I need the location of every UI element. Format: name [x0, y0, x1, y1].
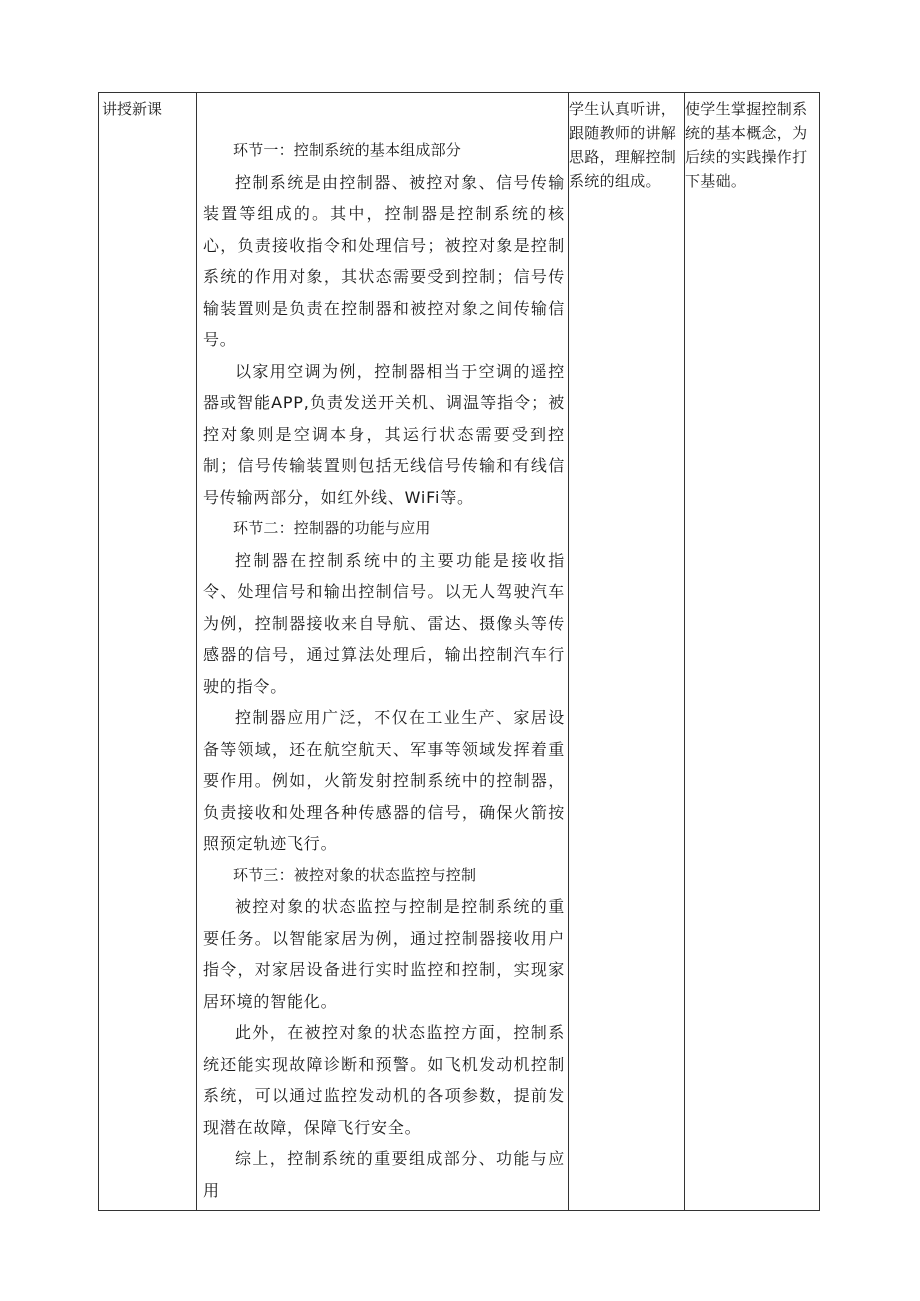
content-paragraph: 控制器应用广泛，不仅在工业生产、家居设备等领域，还在航空航天、军事等领域发挥着重要作用。例如，火箭发射控制系统中的控制器，负责接收和处理各种传感器的信号，确保火箭按照预定轨迹飞行。	[203, 708, 565, 853]
column-divider	[684, 93, 685, 1210]
segment-2-heading: 环节二：控制器的功能与应用	[233, 519, 431, 537]
section-label: 讲授新课	[102, 100, 163, 118]
student-activity-cell	[569, 93, 685, 193]
section-label-cell	[99, 93, 196, 119]
content-paragraph: 被控对象的状态监控与控制是控制系统的重要任务。以智能家居为例，通过控制器接收用户指令，对家居设备进行实时监控和控制，实现家居环境的智能化。	[203, 897, 565, 1011]
segment-3-heading: 环节三：被控对象的状态监控与控制	[233, 865, 477, 884]
content-paragraph: 以家用空调为例，控制器相当于空调的遥控器或智能APP,负责发送开关机、调温等指令；被控对象则是空调本身，其运行状态需要受到控制；信号传输装置则包括无线信号传输和有线信号传输两部分，如红外线、WiFi等。	[203, 361, 565, 507]
design-intent-cell	[685, 93, 821, 193]
content-paragraph: 控制系统是由控制器、被控对象、信号传输装置等组成的。其中，控制器是控制系统的核心，负责接收指令和处理信号；被控对象是控制系统的作用对象，其状态需要受到控制；信号传输装置则是负责在控制器和被控对象之间传输信号。	[203, 172, 565, 349]
content-paragraph: 此外，在被控对象的状态监控方面，控制系统还能实现故障诊断和预警。如飞机发动机控制系统，可以通过监控发动机的各项参数，提前发现潜在故障，保障飞行安全。	[203, 1023, 565, 1137]
teaching-content-cell	[197, 93, 569, 1206]
student-activity-text: 学生认真听讲，跟随教师的讲解思路，理解控制系统的组成。	[569, 100, 677, 190]
segment-1-heading: 环节一：控制系统的基本组成部分	[233, 141, 462, 159]
lesson-plan-table	[98, 92, 820, 1211]
content-paragraph: 综上，控制系统的重要组成部分、功能与应用	[203, 1149, 565, 1200]
content-paragraph: 控制器在控制系统中的主要功能是接收指令、处理信号和输出控制信号。以无人驾驶汽车为例，控制器接收来自导航、雷达、摄像头等传感器的信号，通过算法处理后，输出控制汽车行驶的指令。	[203, 550, 565, 696]
design-intent-text: 使学生掌握控制系统的基本概念，为后续的实践操作打下基础。	[685, 100, 808, 190]
